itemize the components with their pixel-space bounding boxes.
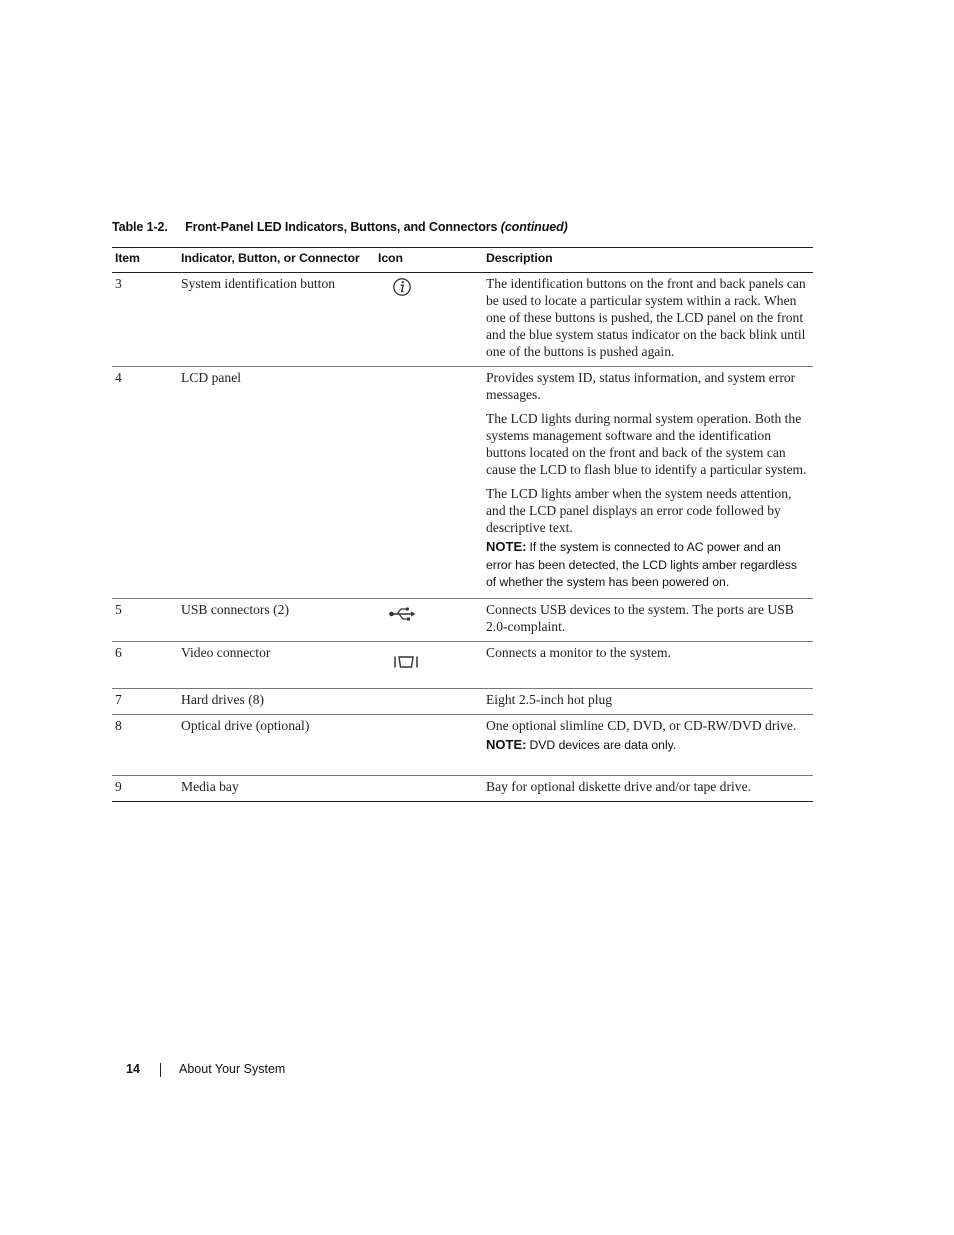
section-title: About Your System <box>179 1062 286 1076</box>
note-text: DVD devices are data only. <box>529 737 677 752</box>
note-text: If the system is connected to AC power and an error has been detected, the LCD lights amber regardless of whether the system has been powered on. <box>486 540 797 589</box>
page-number: 14 <box>126 1062 140 1076</box>
video-connector-icon <box>393 654 419 670</box>
table-row <box>112 688 813 714</box>
header-icon: Icon <box>375 248 483 273</box>
description-paragraph: Eight 2.5-inch hot plug <box>486 691 613 707</box>
table-header-row <box>112 248 813 273</box>
item-name: System identification button <box>178 273 375 367</box>
front-panel-table <box>112 247 813 802</box>
item-icon-cell <box>375 367 483 599</box>
item-icon-cell <box>375 273 483 367</box>
item-number: 3 <box>112 273 178 367</box>
description-paragraph: One optional slimline CD, DVD, or CD-RW/DVD drive. <box>486 717 797 733</box>
table-row <box>112 775 813 801</box>
description-paragraph: The LCD lights during normal system operation. Both the systems management software and the identification buttons located on the front and back of the system can cause the LCD to flash blue to identify a particular system. <box>486 411 807 477</box>
item-name: Hard drives (8) <box>178 688 375 714</box>
item-description <box>483 775 813 801</box>
item-name: LCD panel <box>178 367 375 599</box>
item-name: USB connectors (2) <box>178 598 375 641</box>
table-row <box>112 367 813 599</box>
item-icon-cell <box>375 641 483 688</box>
description-paragraph: Connects a monitor to the system. <box>486 644 672 660</box>
header-indicator: Indicator, Button, or Connector <box>178 248 375 273</box>
header-description: Description <box>483 248 813 273</box>
table-row <box>112 641 813 688</box>
item-icon-cell <box>375 714 483 775</box>
table-row <box>112 273 813 367</box>
item-description <box>483 598 813 641</box>
table-title: Front-Panel LED Indicators, Buttons, and Connectors <box>185 220 498 234</box>
description-paragraph: The identification buttons on the front and back panels can be used to locate a particular system within a rack. When one of these buttons is pushed, the LCD panel on the front and the blue system status indicator on the back blink until one of the buttons is pushed again. <box>486 276 806 359</box>
item-number: 4 <box>112 367 178 599</box>
description-paragraph: The LCD lights amber when the system needs attention, and the LCD panel displays an error code followed by descriptive text. <box>486 486 792 535</box>
table-continued: (continued) <box>500 220 568 234</box>
item-icon-cell <box>375 775 483 801</box>
note <box>486 538 809 592</box>
item-name: Media bay <box>181 778 239 794</box>
usb-icon <box>388 604 418 624</box>
system-identification-icon <box>390 276 414 298</box>
description-paragraph: Provides system ID, status information, and system error messages. <box>486 370 796 402</box>
page-footer <box>126 1062 286 1076</box>
item-description <box>483 688 813 714</box>
table-row <box>112 598 813 641</box>
description-paragraph: Bay for optional diskette drive and/or tape drive. <box>486 778 751 794</box>
table-caption <box>112 220 568 234</box>
description-paragraph: Connects USB devices to the system. The ports are USB 2.0-complaint. <box>486 601 794 634</box>
item-number: 7 <box>112 688 178 714</box>
item-description <box>483 641 813 688</box>
note-label: NOTE: <box>486 736 527 752</box>
note <box>486 736 809 755</box>
item-name: Video connector <box>178 641 375 688</box>
footer-divider <box>160 1063 161 1077</box>
note-label: NOTE: <box>486 539 527 554</box>
item-icon-cell <box>375 688 483 714</box>
table-row <box>112 714 813 775</box>
item-description <box>483 273 813 367</box>
item-icon-cell <box>375 598 483 641</box>
item-description <box>483 367 813 599</box>
item-name: Optical drive (optional) <box>178 714 375 775</box>
item-number: 6 <box>112 641 178 688</box>
table-number: Table 1-2. <box>112 220 168 234</box>
item-number: 8 <box>112 714 178 775</box>
header-item: Item <box>112 248 178 273</box>
item-number: 5 <box>112 598 178 641</box>
item-number: 9 <box>115 778 122 794</box>
item-description <box>483 714 813 775</box>
